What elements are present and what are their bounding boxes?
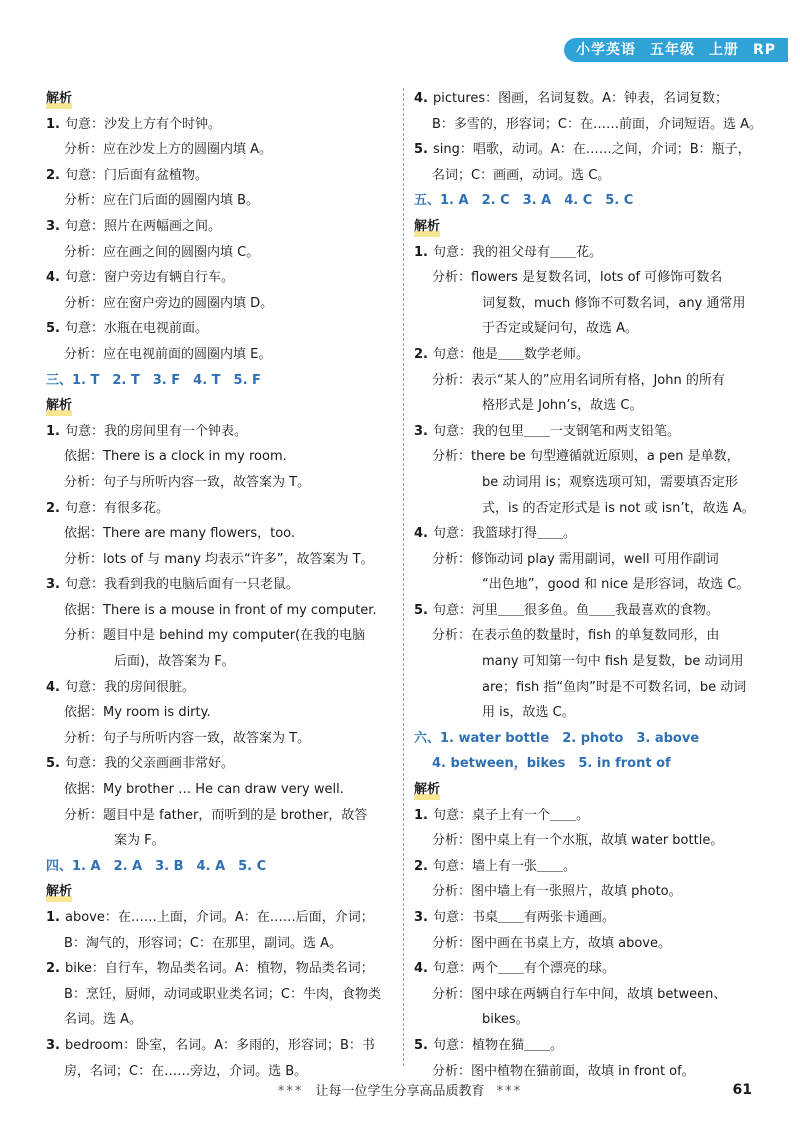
item-text: 句意：我的包里＿＿一支钢笔和两支铅笔。 [432,423,680,439]
numbered-item [414,854,766,880]
numbered-item [414,137,766,163]
numbered-item [46,956,394,982]
item-text: bike：自行车，物品类名词。A：植物，物品类名词； [64,961,374,977]
continuation-line: are；fish 指“鱼肉”时是不可数名词，be 动词 [482,679,747,695]
numbered-item [414,905,766,931]
continuation-line: 分析：lots of 与 many 均表示“许多”，故答案为 T。 [64,551,374,567]
column-divider [403,88,404,1066]
item-text: 句意：桌子上有一个＿＿。 [432,807,589,823]
numbered-item [46,675,394,701]
continuation-line: 分析：flowers 是复数名词，lots of 可修饰可数名 [432,270,723,286]
item-number: 1. [46,910,60,925]
continuation-line: bikes。 [482,1012,529,1028]
item-text: 句意：窗户旁边有辆自行车。 [64,270,234,286]
numbered-item [46,265,394,291]
continuation-line: 于否定或疑问句，故选 A。 [482,321,639,337]
item-text: sing：唱歌，动词。A：在……之间，介词；B：瓶子， [432,142,751,158]
analysis-label: 解析 [46,86,72,112]
continuation-line: 案为 F。 [114,833,165,849]
continuation-line: 分析：在表示鱼的数量时，fish 的单复数同形，由 [432,628,720,644]
numbered-item [414,521,766,547]
continuation-line: 分析：表示“某人的”应用名词所有格，John 的所有 [432,372,725,388]
analysis-label: 解析 [46,879,72,905]
section-heading [414,214,766,240]
footer-slogan: 让每一位学生分享高品质教育 [315,1084,485,1099]
continuation-line: 分析：图中球在两辆自行车中间，故填 between、 [432,986,727,1002]
numbered-item [46,496,394,522]
item-text: 句意：水瓶在电视前面。 [64,321,208,337]
numbered-item [414,956,766,982]
continuation-line: 依据：There are many flowers，too. [64,526,296,542]
item-text: 句意：书桌＿＿有两张卡通画。 [432,910,615,925]
item-number: 5. [414,1037,428,1053]
item-text: 句意：我的房间里有一个钟表。 [64,423,247,439]
continuation-line: 分析：图中桌上有一个水瓶，故填 water bottle。 [432,833,724,849]
numbered-item [46,572,394,598]
numbered-item [414,342,766,368]
item-text: bedroom：卧室，名词。A：多雨的，形容词；B：书 [64,1037,375,1053]
item-text: 句意：植物在猫＿＿。 [432,1037,563,1053]
item-number: 4. [414,91,428,106]
continuation-line: 分析：题目中是 behind my computer(在我的电脑 [64,628,366,644]
item-number: 2. [46,167,60,183]
numbered-item [46,163,394,189]
section-heading [46,879,394,905]
left-column [46,86,394,1084]
item-text: 句意：门后面有盆植物。 [64,167,208,183]
continuation-line: 依据：My brother … He can draw very well. [64,782,344,798]
answer-line: 三、1. T 2. T 3. F 4. T 5. F [46,372,261,388]
item-number: 4. [414,526,428,542]
item-number: 2. [46,500,60,516]
item-text: 句意：墙上有一张＿＿。 [432,858,576,874]
numbered-item [46,1033,394,1059]
continuation-line: 依据：My room is dirty. [64,705,211,721]
item-number: 2. [46,961,60,977]
item-number: 2. [414,346,428,362]
item-text: 句意：照片在两幅画之间。 [64,218,221,234]
continuation-line: 房，名词；C：在……旁边，介词。选 B。 [64,1063,308,1079]
continuation-line: 分析：应在门后面的圆圈内填 B。 [64,193,260,209]
continuation-line: 词复数，much 修饰不可数名词，any 通常用 [482,295,746,311]
continuation-line: 分析：应在画之间的圆圈内填 C。 [64,244,260,260]
numbered-item [46,112,394,138]
numbered-item [414,598,766,624]
numbered-item [414,240,766,266]
continuation-line: be 动词用 is；观察选项可知，需要填否定形 [482,474,738,490]
continuation-line: 名词。选 A。 [64,1012,143,1028]
numbered-item [414,803,766,829]
analysis-label: 解析 [46,393,72,419]
continuation-line: 分析：句子与所听内容一致，故答案为 T。 [64,730,311,746]
item-number: 3. [414,423,428,439]
continuation-line: B：淘气的，形容词；C：在那里，副词。选 A。 [64,935,343,951]
continuation-line: 分析：题目中是 father，而听到的是 brother，故答 [64,807,368,823]
answer-line: 四、1. A 2. A 3. B 4. A 5. C [46,858,267,874]
footer-stars-left: *** [277,1084,304,1099]
item-text: above：在……上面，介词。A：在……后面，介词； [64,910,374,925]
continuation-line: 依据：There is a clock in my room. [64,449,287,465]
item-number: 5. [414,142,428,158]
continuation-line: many 可知第一句中 fish 是复数，be 动词用 [482,654,744,670]
item-text: 句意：他是＿＿数学老师。 [432,346,589,362]
item-number: 5. [46,756,60,772]
item-number: 3. [46,1037,60,1053]
continuation-line: 依据：There is a mouse in front of my computer. [64,602,377,618]
item-number: 5. [414,602,428,618]
item-number: 1. [414,807,428,823]
continuation-line: B：多雪的，形容词；C：在……前面，介词短语。选 A。 [432,116,763,132]
item-text: 句意：我的祖父母有＿＿花。 [432,244,602,260]
numbered-item [46,316,394,342]
footer-stars-right: *** [496,1084,523,1099]
item-number: 3. [46,218,60,234]
item-number: 4. [46,270,60,286]
continuation-line: 格形式是 John’s，故选 C。 [482,398,643,414]
item-text: 句意：河里＿＿很多鱼。鱼＿＿我最喜欢的食物。 [432,602,719,618]
section-heading [414,777,766,803]
numbered-item [414,419,766,445]
continuation-line: 分析：句子与所听内容一致，故答案为 T。 [64,474,311,490]
item-number: 1. [414,244,428,260]
numbered-item [414,86,766,112]
item-text: 句意：我篮球打得＿＿。 [432,526,576,542]
numbered-item [46,214,394,240]
answer-line: 六、1. water bottle 2. photo 3. above [414,730,700,746]
continuation-line: 分析：图中植物在猫前面，故填 in front of。 [432,1063,695,1079]
continuation-line: 名词；C：画画，动词。选 C。 [432,167,611,183]
numbered-item [46,419,394,445]
item-number: 1. [46,423,60,439]
header-volume: 上册 [708,42,739,58]
item-number: 2. [414,858,428,874]
item-text: 句意：有很多花。 [64,500,169,516]
header-edition: RP [752,42,776,58]
continuation-line: 分析：修饰动词 play 需用副词，well 可用作副词 [432,551,719,567]
section-heading [46,393,394,419]
item-number: 3. [46,577,60,593]
item-text: 句意：我的房间很脏。 [64,679,195,695]
page-number: 61 [732,1082,752,1098]
numbered-item [46,751,394,777]
item-text: 句意：我看到我的电脑后面有一只老鼠。 [64,577,299,593]
item-number: 4. [46,679,60,695]
continuation-line: 分析：图中画在书桌上方，故填 above。 [432,935,671,951]
item-text: 句意：两个＿＿有个漂亮的球。 [432,961,615,977]
continuation-line: 分析：应在沙发上方的圆圈内填 A。 [64,142,273,158]
analysis-label: 解析 [414,777,440,803]
item-text: 句意：我的父亲画画非常好。 [64,756,234,772]
continuation-line: B：烹饪，厨师，动词或职业类名词；C：牛肉，食物类 [64,986,381,1002]
item-text: pictures：图画，名词复数。A：钟表，名词复数； [432,91,729,106]
item-text: 句意：沙发上方有个时钟。 [64,116,221,132]
item-number: 4. [414,961,428,977]
answer-line: 4. between，bikes 5. in front of [432,756,671,772]
continuation-line: 式，is 的否定形式是 is not 或 isn’t，故选 A。 [482,500,755,516]
header-subject: 小学英语 [575,42,636,58]
continuation-line: “出色地”，good 和 nice 是形容词，故选 C。 [482,577,750,593]
section-heading [46,86,394,112]
continuation-line: 分析：there be 句型遵循就近原则，a pen 是单数， [432,449,740,465]
header-grade: 五年级 [649,42,695,58]
item-number: 5. [46,321,60,337]
header-badge [564,38,788,62]
continuation-line: 分析：应在电视前面的圆圈内填 E。 [64,346,272,362]
answer-line: 五、1. A 2. C 3. A 4. C 5. C [414,193,634,209]
right-column [414,86,766,1084]
item-number: 3. [414,910,428,925]
numbered-item [46,905,394,931]
continuation-line: 后面)，故答案为 F。 [114,654,235,670]
continuation-line: 分析：应在窗户旁边的圆圈内填 D。 [64,295,274,311]
item-number: 1. [46,116,60,132]
footer [0,1080,800,1099]
continuation-line: 分析：图中墙上有一张照片，故填 photo。 [432,884,682,900]
continuation-line: 用 is，故选 C。 [482,705,575,721]
numbered-item [414,1033,766,1059]
analysis-label: 解析 [414,214,440,240]
